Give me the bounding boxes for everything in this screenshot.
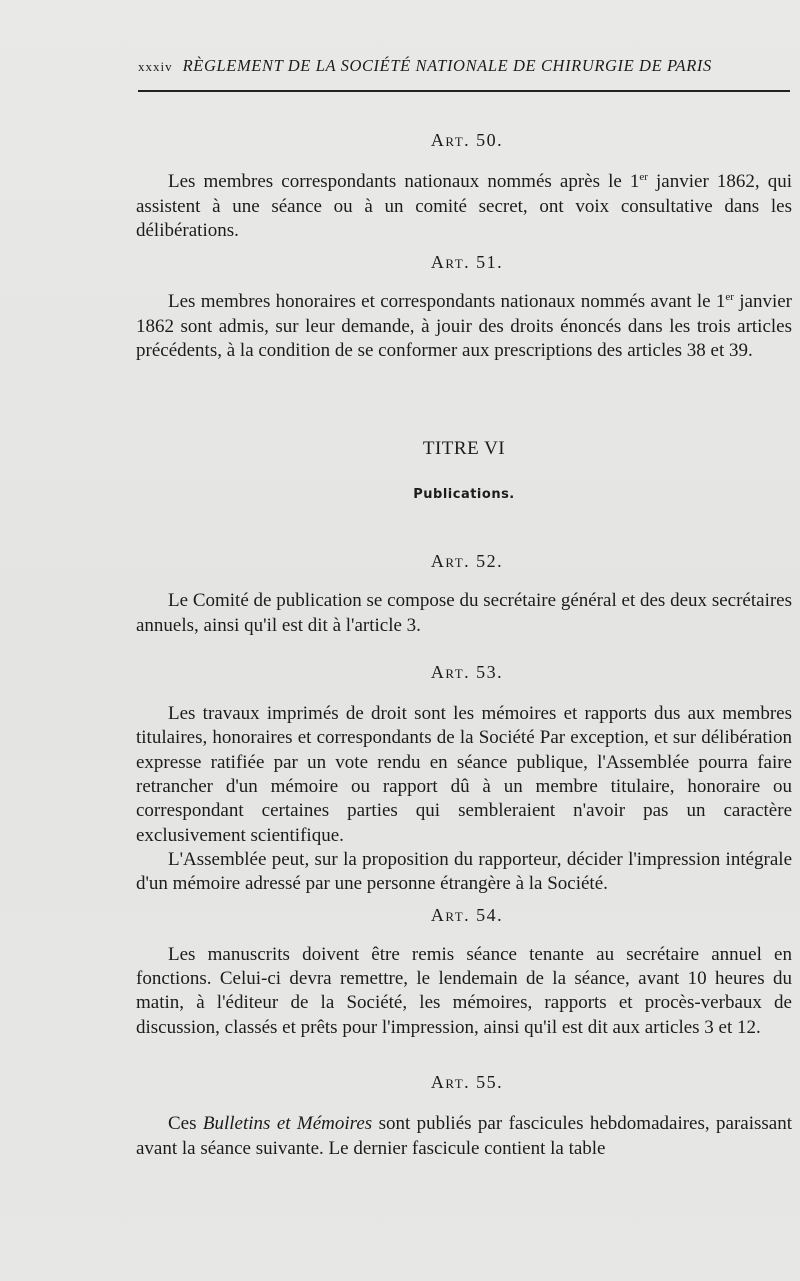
section-title: TITRE VI	[422, 438, 506, 460]
running-title: RÈGLEMENT DE LA SOCIÉTÉ NATIONALE DE CHIRURGIE DE PARIS	[182, 56, 712, 75]
section-subtitle: Publications.	[413, 486, 515, 502]
page-body	[136, 128, 792, 1161]
article-55-heading: Art. 55.	[430, 1072, 504, 1093]
article-53-text-2: L'Assemblée peut, sur la proposition du rapporteur, décider l'impression intégrale d'un mémoire adressé par une personne étrangère à la Société.	[136, 848, 792, 895]
article-51-heading: Art. 51.	[430, 252, 504, 273]
header-rule	[138, 90, 790, 92]
article-54-text: Les manuscrits doivent être remis séance tenante au secrétaire annuel en fonctions. Celui-ci devra remettre, le lendemain de la séance, avant 10 heures du matin, à l'éditeur de la Société, les mémoires, rapports et procès-verbaux de discussion, classés et prêts pour l'impression, ainsi qu'il est dit aux articles 3 et 12.	[136, 943, 792, 1038]
article-53-text: Les travaux imprimés de droit sont les mémoires et rapports dus aux membres titulaires, honoraires et correspondants de la Société Par exception, et sur délibération expresse ratifiée par un vote rendu en séance publique, l'Assemblée pourra faire retrancher d'un mémoire ou rapport dû à un membre titulaire, honoraire ou correspondant certaines parties qui sembleraient n'avoir pas un caractère exclusivement scientifique.	[136, 703, 792, 846]
article-52-heading: Art. 52.	[430, 550, 504, 571]
article-51-text: Les membres honoraires et correspondants nationaux nommés avant le 1er janvier 1862 sont admis, sur leur demande, à jouir des droits énoncés dans les trois articles précédents, à la condition de se conformer aux prescriptions des articles 38 et 39.	[136, 291, 792, 362]
article-53-heading: Art. 53.	[430, 661, 504, 682]
page-folio: xxxiv	[138, 59, 173, 74]
article-50-text: Les membres correspondants nationaux nommés après le 1er janvier 1862, qui assistent à une séance ou à un comité secret, ont voix consultative dans les délibérations.	[136, 171, 792, 241]
running-header	[138, 56, 790, 76]
article-55-text: Ces Bulletins et Mémoires sont publiés par fascicules hebdomadaires, paraissant avant la séance suivante. Le dernier fascicule contient la table	[136, 1113, 792, 1159]
article-54-heading: Art. 54.	[430, 904, 504, 925]
article-52-text: Le Comité de publication se compose du secrétaire général et des deux secrétaires annuels, ainsi qu'il est dit à l'article 3.	[136, 590, 792, 636]
article-50-heading: Art. 50.	[430, 130, 504, 150]
